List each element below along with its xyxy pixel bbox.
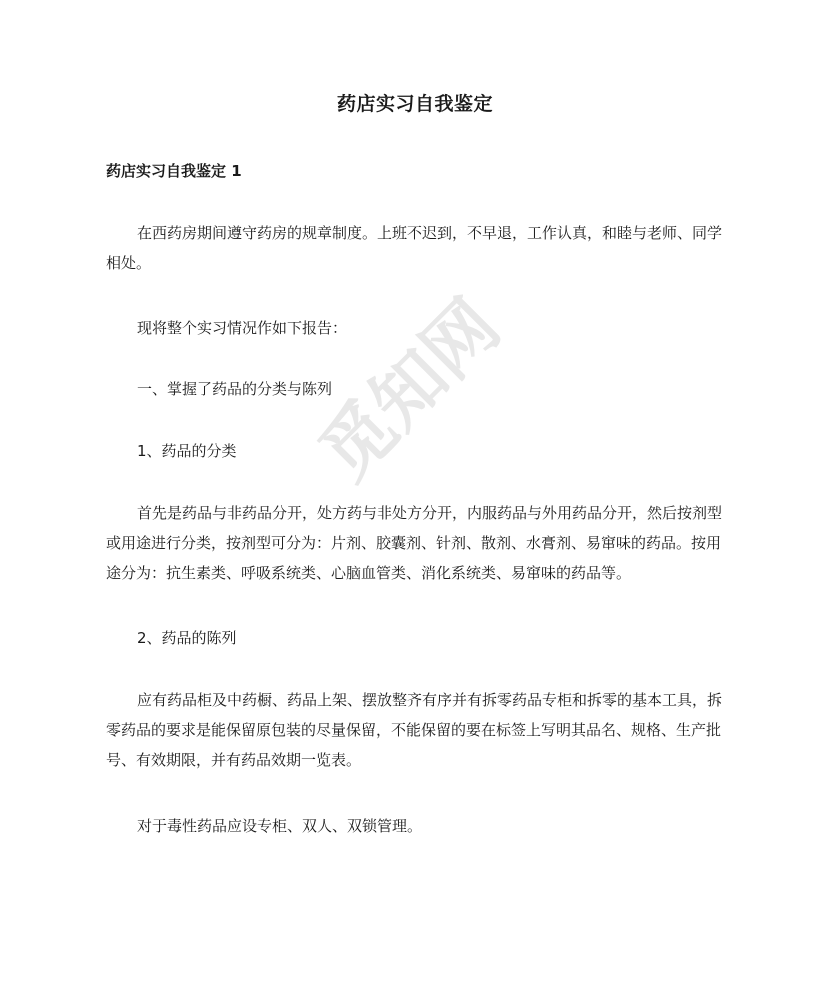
paragraph-heading-classification-display: 一、掌握了药品的分类与陈列	[137, 380, 333, 398]
watermark-text: 觅知网	[303, 283, 516, 496]
paragraph-toxic-drugs: 对于毒性药品应设专柜、双人、双锁管理。	[137, 817, 423, 835]
page-title: 药店实习自我鉴定	[336, 93, 493, 115]
paragraph-display-details: 应有药品柜及中药橱、药品上架、摆放整齐有序并有拆零药品专柜和拆零的基本工具，拆零药品的要求是能保留原包装的尽量保留，不能保留的要在标签上写明其品名、规格、生产批号、有效期限，并有药品效期一览表。	[106, 691, 723, 769]
section-heading: 药店实习自我鉴定 1	[106, 162, 242, 180]
paragraph-report-intro: 现将整个实习情况作如下报告：	[137, 319, 348, 337]
paragraph-conduct: 在西药房期间遵守药房的规章制度。上班不迟到，不早退，工作认真，和睦与老师、同学相处。	[106, 224, 723, 272]
paragraph-subheading-classification: 1、药品的分类	[137, 442, 237, 460]
paragraph-subheading-display: 2、药品的陈列	[137, 629, 237, 647]
paragraph-classification-details: 首先是药品与非药品分开，处方药与非处方分开，内服药品与外用药品分开，然后按剂型或用途进行分类，按剂型可分为：片剂、胶囊剂、针剂、散剂、水膏剂、易窜味的药品。按用途分为：抗生素类、呼吸系统类、心脑血管类、消化系统类、易窜味的药品等。	[106, 504, 723, 582]
